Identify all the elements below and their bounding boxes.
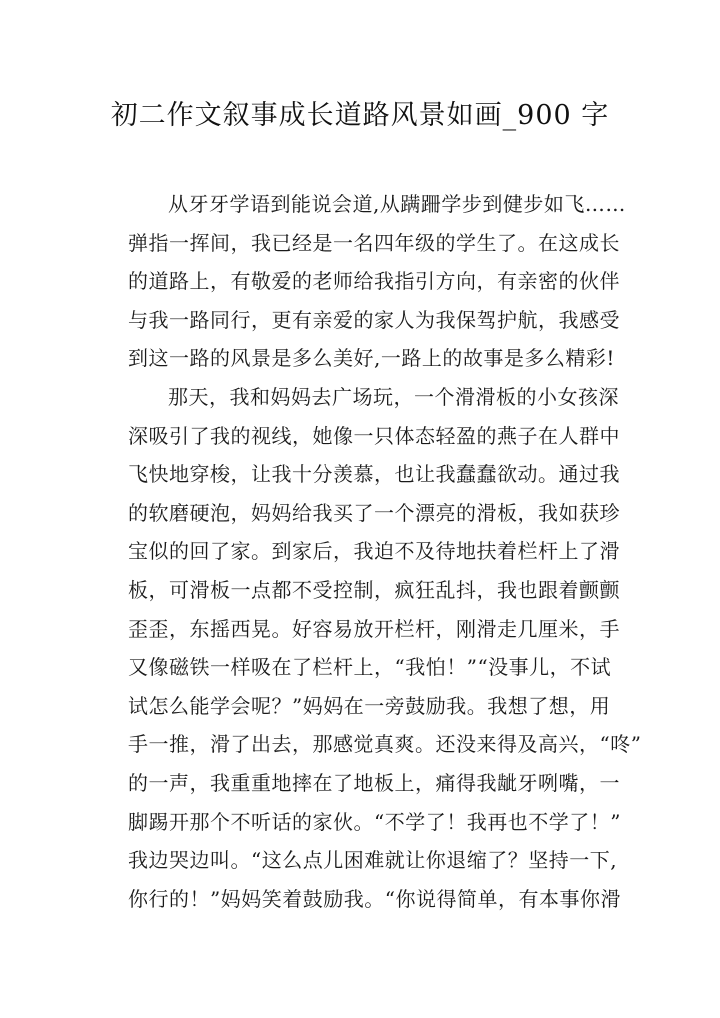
text-line: 试怎么能学会呢？”妈妈在一旁鼓励我。我想了想，用 [128,693,611,718]
text-line: 深吸引了我的视线，她像一只体态轻盈的燕子在人群中 [128,423,620,448]
text-line: 的道路上，有敬爱的老师给我指引方向，有亲密的伙伴 [128,269,620,294]
text-line: 那天，我和妈妈去广场玩，一个滑滑板的小女孩深 [168,384,619,409]
text-line: 宝似的回了家。到家后，我迫不及待地扶着栏杆上了滑 [128,539,620,564]
text-line: 歪歪，东摇西晃。好容易放开栏杆，刚滑走几厘米，手 [128,616,620,641]
text-line: 的软磨硬泡，妈妈给我买了一个漂亮的滑板，我如获珍 [128,500,620,525]
document-body [128,185,642,918]
document-title: 初二作文叙事成长道路风景如画_900 字 [110,100,610,131]
text-line: 脚踢开那个不听话的家伙。“不学了！我再也不学了！” [128,809,621,834]
text-line: 你行的！”妈妈笑着鼓励我。“你说得简单，有本事你滑 [128,886,621,911]
text-line: 的一声，我重重地摔在了地板上，痛得我龇牙咧嘴，一 [128,770,620,795]
text-line: 飞快地穿梭，让我十分羡慕，也让我蠢蠢欲动。通过我 [128,462,620,487]
text-line: 板，可滑板一点都不受控制，疯狂乱抖，我也跟着颤颤 [128,577,620,602]
text-line: 弹指一挥间，我已经是一名四年级的学生了。在这成长 [128,230,620,255]
text-line: 到这一路的风景是多么美好,一路上的故事是多么精彩! [128,346,615,371]
text-line: 又像磁铁一样吸在了栏杆上，“我怕！”“没事儿，不试 [128,655,612,680]
text-line: 从牙牙学语到能说会道,从蹒跚学步到健步如飞…… [168,192,626,216]
text-line: 与我一路同行，更有亲爱的家人为我保驾护航，我感受 [128,307,620,332]
text-line: 我边哭边叫。“这么点儿困难就让你退缩了？坚持一下, [128,848,618,873]
text-line: 手一推，滑了出去，那感觉真爽。还没来得及高兴，“咚” [128,732,642,757]
